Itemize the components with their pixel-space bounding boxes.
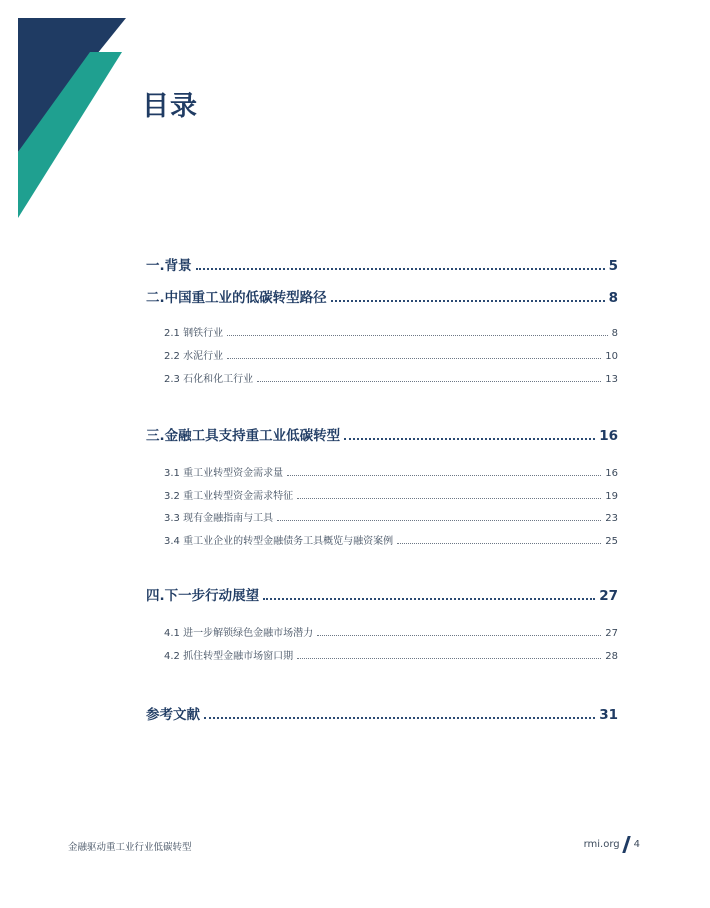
toc-entry-references[interactable]	[146, 703, 618, 723]
toc-entry-3-2[interactable]	[164, 487, 618, 502]
footer-page-number: 4	[633, 839, 640, 850]
slash-divider	[622, 836, 631, 853]
toc-label: 4.1 进一步解锁绿色金融市场潜力	[164, 628, 314, 639]
toc-label: 3.3 现有金融指南与工具	[164, 513, 274, 524]
toc-leader	[277, 519, 601, 521]
toc-label: 2.1 钢铁行业	[164, 328, 224, 339]
toc-page: 16	[605, 468, 618, 479]
toc-entry-chapter-4[interactable]	[146, 584, 618, 604]
toc-label: 2.2 水泥行业	[164, 351, 224, 362]
toc-page: 23	[605, 513, 618, 524]
toc-label: 3.4 重工业企业的转型金融债务工具概览与融资案例	[164, 536, 394, 547]
toc-label: 二.中国重工业的低碳转型路径	[146, 290, 327, 306]
toc-page: 8	[608, 290, 618, 306]
toc-leader	[204, 716, 595, 719]
toc-leader	[257, 380, 601, 382]
toc-page: 25	[605, 536, 618, 547]
footer-site[interactable]: rmi.org	[583, 839, 620, 850]
footer-report-title: 金融驱动重工业行业低碳转型	[68, 842, 192, 853]
toc-label: 2.3 石化和化工行业	[164, 374, 254, 385]
toc-leader	[227, 357, 601, 359]
toc-page: 13	[605, 374, 618, 385]
toc-page: 27	[599, 588, 618, 604]
toc-entry-2-3[interactable]	[164, 370, 618, 385]
toc-leader	[297, 657, 601, 659]
toc-label: 3.1 重工业转型资金需求量	[164, 468, 284, 479]
footer-page-info	[584, 836, 640, 853]
toc-leader	[196, 267, 605, 270]
toc-entry-2-2[interactable]	[164, 347, 618, 362]
toc-leader	[227, 334, 608, 336]
toc-leader	[297, 497, 601, 499]
toc-leader	[263, 597, 595, 600]
toc-label: 一.背景	[146, 258, 192, 274]
toc-leader	[331, 299, 605, 302]
toc-page: 19	[605, 491, 618, 502]
toc-label: 4.2 抓住转型金融市场窗口期	[164, 651, 294, 662]
page-title: 目录	[142, 91, 198, 122]
toc-label: 参考文献	[146, 707, 200, 723]
toc-leader	[287, 474, 601, 476]
toc-entry-3-3[interactable]	[164, 509, 618, 524]
toc-page: 31	[599, 707, 618, 723]
toc-page: 8	[611, 328, 618, 339]
toc-entry-chapter-2[interactable]	[146, 286, 618, 306]
toc-leader	[344, 437, 595, 440]
toc-entry-3-4[interactable]	[164, 532, 618, 547]
toc-entry-2-1[interactable]	[164, 324, 618, 339]
toc-page: 16	[599, 428, 618, 444]
toc-page: 5	[608, 258, 618, 274]
toc-page: 10	[605, 351, 618, 362]
toc-entry-4-2[interactable]	[164, 647, 618, 662]
toc-leader	[397, 542, 601, 544]
toc-page: 28	[605, 651, 618, 662]
toc-leader	[317, 634, 601, 636]
toc-entry-3-1[interactable]	[164, 464, 618, 479]
toc-label: 3.2 重工业转型资金需求特征	[164, 491, 294, 502]
toc-page: 27	[605, 628, 618, 639]
toc-entry-4-1[interactable]	[164, 624, 618, 639]
corner-decoration	[0, 0, 130, 220]
toc-label: 三.金融工具支持重工业低碳转型	[146, 428, 341, 444]
toc-entry-background[interactable]	[146, 254, 618, 274]
toc-label: 四.下一步行动展望	[146, 588, 260, 604]
toc-entry-chapter-3[interactable]	[146, 424, 618, 444]
